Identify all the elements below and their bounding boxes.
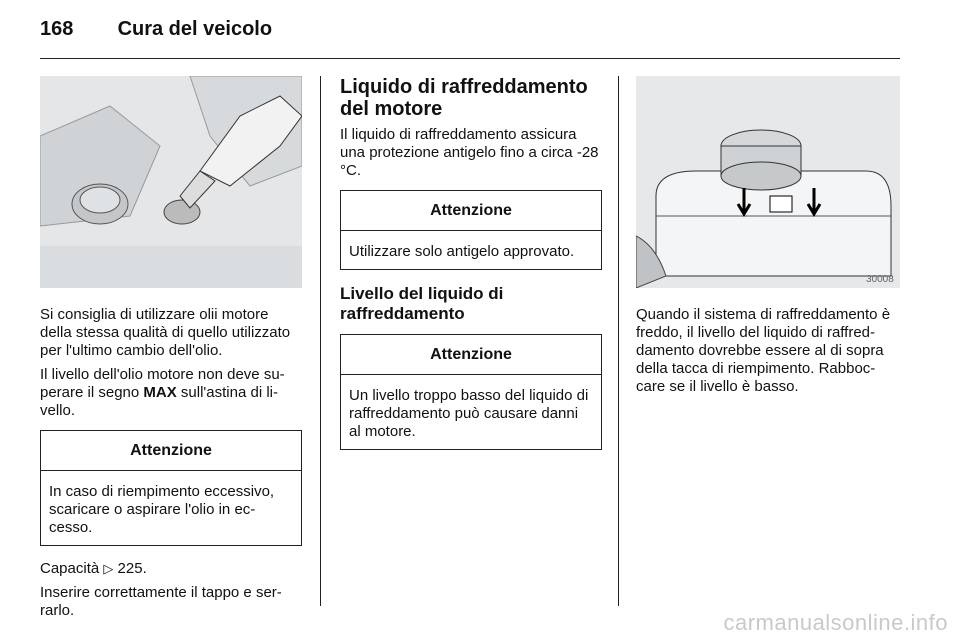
oil-paragraph-3: Inserire correttamente il tappo e ser-rarlo. bbox=[40, 584, 282, 619]
coolant-heading: Liquido di raffreddamento del motore bbox=[340, 76, 588, 120]
coolant-paragraph: Il liquido di raffreddamento assicura una protezione antigelo fino a circa -28 °C. bbox=[340, 126, 599, 179]
coolant-level-subheading: Livello del liquido di raffreddamento bbox=[340, 284, 504, 323]
column-divider-1 bbox=[320, 76, 321, 606]
warning-box-antifreeze bbox=[340, 190, 602, 270]
warning-body: Un livello troppo basso del liquido di raffreddamento può causare danni al motore. bbox=[349, 387, 589, 440]
warning-body: Utilizzare solo antigelo approvato. bbox=[349, 243, 575, 260]
page-number: 168 bbox=[40, 18, 74, 40]
watermark: carmanualsonline.info bbox=[723, 610, 948, 635]
header-rule bbox=[40, 58, 900, 59]
warning-title: Attenzione bbox=[341, 191, 601, 231]
column-divider-2 bbox=[618, 76, 619, 606]
warning-title: Attenzione bbox=[341, 335, 601, 375]
oil-paragraph-2: Il livello dell'olio motore non deve su-perare il segno MAX sull'astina di li-vello. bbox=[40, 366, 285, 419]
capacity-reference[interactable]: 225. bbox=[117, 560, 147, 577]
coolant-reservoir-illustration bbox=[636, 76, 900, 288]
column-right bbox=[636, 76, 900, 402]
warning-body: In caso di riempimento eccessivo, scaricare o aspirare l'olio in ec-cesso. bbox=[49, 483, 275, 536]
warning-box-coolant-level bbox=[340, 334, 602, 450]
column-left bbox=[40, 76, 302, 626]
oil-fill-illustration bbox=[40, 76, 302, 288]
warning-box-oil bbox=[40, 430, 302, 546]
warning-title: Attenzione bbox=[41, 431, 301, 471]
column-middle bbox=[340, 76, 602, 450]
page-reference-icon: ▷ bbox=[103, 561, 114, 576]
coolant-level-paragraph: Quando il sistema di raffreddamento è freddo, il livello del liquido di raffred-damento dovrebbe essere al di sopra della tacca di riempimento. Rabboc-care se il livello è basso. bbox=[636, 306, 891, 395]
capacity-line: Capacità ▷ 225. bbox=[40, 560, 147, 577]
oil-paragraph-1: Si consiglia di utilizzare olii motore della stessa qualità di quello utilizzato per l'ultimo cambio dell'olio. bbox=[40, 306, 291, 359]
figure-code: 30008 bbox=[866, 274, 894, 285]
page-title: Cura del veicolo bbox=[117, 18, 273, 40]
page-header bbox=[40, 18, 272, 41]
